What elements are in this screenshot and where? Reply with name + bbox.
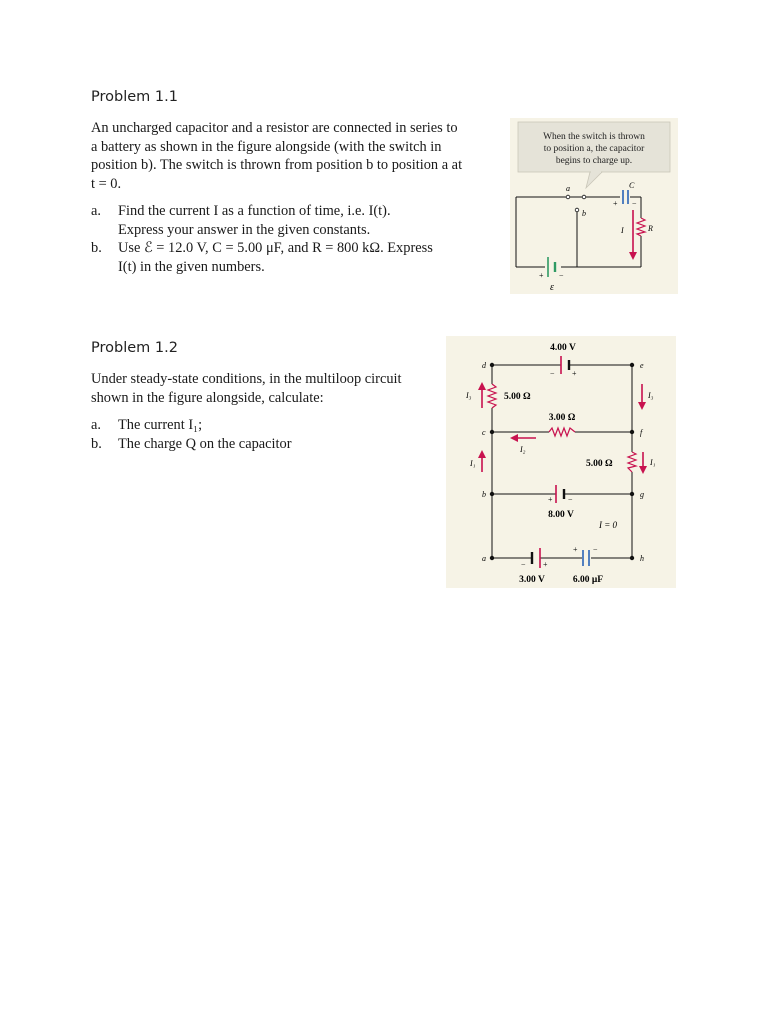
item-line: Express your answer in the given constants. [118, 221, 371, 238]
item-label: a. [91, 203, 101, 219]
label-r-left: 5.00 Ω [504, 392, 531, 402]
label-v-bottom: 3.00 V [519, 575, 545, 585]
node-a: a [482, 554, 486, 563]
callout-line: When the switch is thrown [543, 132, 645, 142]
label-cap: 6.00 μF [572, 575, 604, 585]
label-emf: ε [550, 282, 554, 293]
label-C: C [629, 181, 635, 190]
label-i1-left: I₁ [470, 459, 476, 468]
problem-2-title: Problem 1.2 [91, 340, 178, 356]
node-f: f [640, 428, 643, 437]
cap-plus: + [573, 545, 578, 554]
node-d: d [482, 361, 486, 370]
battery-bottom-plus: + [543, 560, 548, 569]
label-a: a [566, 184, 570, 193]
cap-plus: + [613, 199, 618, 208]
switch-contact-a [566, 195, 570, 199]
intro-line: shown in the figure alongside, calculate: [91, 389, 324, 406]
item-text [118, 202, 508, 239]
label-r-right: 5.00 Ω [586, 459, 613, 469]
node-g: g [640, 490, 644, 499]
node-h: h [640, 554, 644, 563]
item-line: The charge Q on the capacitor [118, 436, 292, 452]
intro-line: t = 0. [91, 175, 122, 192]
intro-line: An uncharged capacitor and a resistor are connected in series to [91, 120, 458, 136]
battery-plus: + [539, 271, 544, 280]
battery-mid-minus: − [568, 495, 573, 504]
label-b: b [582, 209, 586, 218]
label-R: R [648, 224, 653, 233]
label-i-zero: I = 0 [598, 520, 618, 530]
cap-minus: − [632, 199, 637, 208]
item-label: a. [91, 417, 101, 433]
switch-pivot [582, 195, 586, 199]
battery-top-minus: − [550, 369, 555, 378]
label-i3-left: I₃ [466, 391, 472, 400]
label-v-top: 4.00 V [550, 343, 576, 353]
battery-bottom-minus: − [521, 560, 526, 569]
label-r-mid: 3.00 Ω [548, 413, 576, 423]
battery-mid-plus: + [548, 495, 553, 504]
battery-minus: − [559, 271, 564, 280]
switch-contact-b [575, 208, 579, 212]
label-i1-right: I₁ [650, 458, 656, 467]
intro-line: a battery as shown in the figure alongside (with the switch in [91, 138, 442, 155]
label-i3-right: I₃ [648, 391, 654, 400]
callout-line: to position a, the capacitor [543, 144, 645, 154]
node-c: c [482, 428, 486, 437]
cap-minus: − [593, 545, 598, 554]
label-i2: I₂ [520, 445, 526, 454]
item-line: I(t) in the given numbers. [118, 258, 265, 275]
intro-line: position b). The switch is thrown from position b to position a at [91, 157, 463, 173]
item-text [118, 239, 508, 276]
node-e: e [640, 361, 644, 370]
item-line: The current I₁; [118, 417, 203, 433]
label-I: I [621, 226, 624, 235]
item-line: Find the current I as a function of time, i.e. I(t). [118, 203, 391, 219]
item-label: b. [91, 240, 102, 256]
node-b: b [482, 490, 486, 499]
item-label: b. [91, 436, 102, 452]
callout-line: begins to charge up. [555, 156, 633, 166]
multiloop-circuit-figure [446, 336, 676, 588]
intro-line: Under steady-state conditions, in the multiloop circuit [91, 371, 402, 387]
label-v-mid: 8.00 V [548, 510, 574, 520]
battery-top-plus: + [572, 369, 577, 378]
problem-1-intro [91, 119, 511, 193]
problem-1-title: Problem 1.1 [91, 89, 178, 105]
item-line: Use ℰ = 12.0 V, C = 5.00 μF, and R = 800 kΩ. Express [118, 240, 433, 256]
rc-circuit-figure [510, 118, 678, 294]
